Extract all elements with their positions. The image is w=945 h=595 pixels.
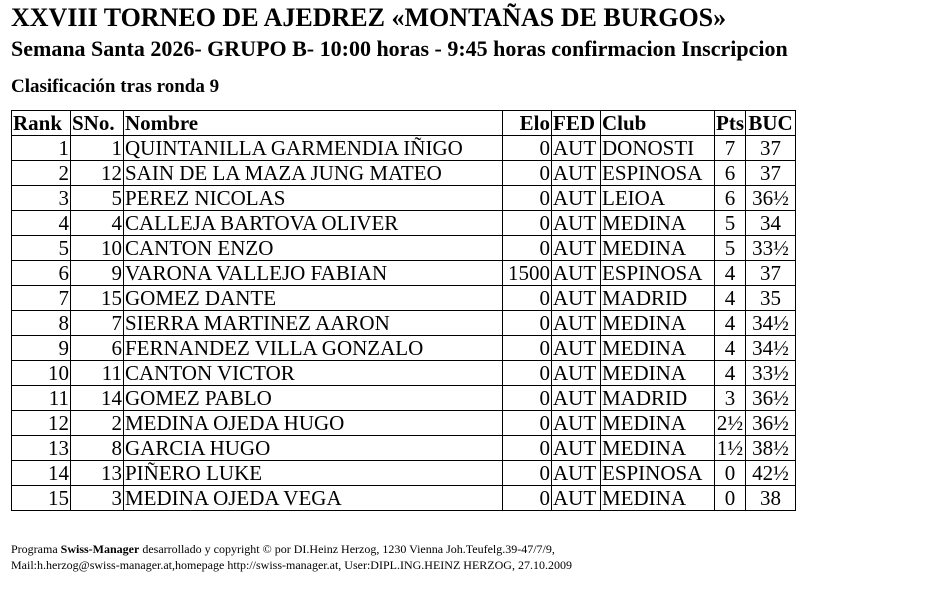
cell-name: PIÑERO LUKE <box>124 461 503 486</box>
cell-elo: 0 <box>503 386 552 411</box>
cell-fed: AUT <box>552 461 601 486</box>
cell-rank: 3 <box>12 186 71 211</box>
cell-club: MADRID <box>601 386 715 411</box>
cell-rank: 14 <box>12 461 71 486</box>
cell-fed: AUT <box>552 386 601 411</box>
cell-club: LEIOA <box>601 186 715 211</box>
cell-fed: AUT <box>552 211 601 236</box>
cell-sno: 6 <box>71 336 124 361</box>
cell-pts: 5 <box>715 236 746 261</box>
table-row <box>12 436 796 461</box>
cell-buc: 36½ <box>746 186 796 211</box>
cell-buc: 37 <box>746 261 796 286</box>
cell-club: MEDINA <box>601 311 715 336</box>
cell-pts: 7 <box>715 136 746 161</box>
cell-sno: 13 <box>71 461 124 486</box>
cell-sno: 7 <box>71 311 124 336</box>
cell-sno: 1 <box>71 136 124 161</box>
cell-elo: 0 <box>503 236 552 261</box>
cell-buc: 38½ <box>746 436 796 461</box>
cell-pts: 4 <box>715 336 746 361</box>
cell-sno: 2 <box>71 411 124 436</box>
cell-pts: 0 <box>715 461 746 486</box>
footer-prefix: Programa <box>11 542 61 556</box>
table-row <box>12 136 796 161</box>
table-row <box>12 361 796 386</box>
cell-name: GOMEZ PABLO <box>124 386 503 411</box>
cell-elo: 0 <box>503 411 552 436</box>
round-label: Clasificación tras ronda 9 <box>11 76 220 97</box>
cell-club: MEDINA <box>601 211 715 236</box>
cell-pts: 4 <box>715 286 746 311</box>
cell-buc: 34 <box>746 211 796 236</box>
cell-rank: 1 <box>12 136 71 161</box>
cell-rank: 8 <box>12 311 71 336</box>
cell-pts: 6 <box>715 186 746 211</box>
cell-buc: 38 <box>746 486 796 511</box>
cell-name: FERNANDEZ VILLA GONZALO <box>124 336 503 361</box>
page-subtitle: Semana Santa 2026- GRUPO B- 10:00 horas - 9:45 horas confirmacion Inscripcion <box>11 36 788 61</box>
cell-elo: 0 <box>503 361 552 386</box>
cell-club: MEDINA <box>601 236 715 261</box>
cell-buc: 36½ <box>746 411 796 436</box>
table-row <box>12 211 796 236</box>
col-header-name: Nombre <box>124 111 503 136</box>
cell-buc: 33½ <box>746 361 796 386</box>
cell-buc: 34½ <box>746 311 796 336</box>
cell-pts: 0 <box>715 486 746 511</box>
cell-sno: 15 <box>71 286 124 311</box>
cell-name: MEDINA OJEDA VEGA <box>124 486 503 511</box>
cell-rank: 4 <box>12 211 71 236</box>
cell-sno: 11 <box>71 361 124 386</box>
cell-fed: AUT <box>552 411 601 436</box>
cell-pts: 4 <box>715 361 746 386</box>
cell-rank: 10 <box>12 361 71 386</box>
cell-sno: 9 <box>71 261 124 286</box>
standings-body <box>12 136 796 511</box>
cell-rank: 5 <box>12 236 71 261</box>
cell-buc: 34½ <box>746 336 796 361</box>
cell-name: CANTON VICTOR <box>124 361 503 386</box>
cell-club: MEDINA <box>601 486 715 511</box>
cell-name: MEDINA OJEDA HUGO <box>124 411 503 436</box>
standings-table <box>11 110 796 511</box>
table-header-row <box>12 111 796 136</box>
cell-sno: 4 <box>71 211 124 236</box>
cell-elo: 0 <box>503 336 552 361</box>
cell-fed: AUT <box>552 161 601 186</box>
cell-fed: AUT <box>552 486 601 511</box>
cell-name: GOMEZ DANTE <box>124 286 503 311</box>
table-row <box>12 236 796 261</box>
cell-rank: 7 <box>12 286 71 311</box>
cell-fed: AUT <box>552 186 601 211</box>
footer-line-1 <box>11 541 572 557</box>
cell-sno: 14 <box>71 386 124 411</box>
cell-fed: AUT <box>552 336 601 361</box>
cell-elo: 0 <box>503 186 552 211</box>
cell-buc: 37 <box>746 161 796 186</box>
cell-rank: 12 <box>12 411 71 436</box>
cell-buc: 33½ <box>746 236 796 261</box>
footer-program-name: Swiss-Manager <box>60 542 140 556</box>
cell-sno: 8 <box>71 436 124 461</box>
table-row <box>12 336 796 361</box>
cell-elo: 1500 <box>503 261 552 286</box>
cell-rank: 9 <box>12 336 71 361</box>
cell-club: MADRID <box>601 286 715 311</box>
cell-elo: 0 <box>503 486 552 511</box>
cell-elo: 0 <box>503 161 552 186</box>
table-row <box>12 261 796 286</box>
cell-buc: 35 <box>746 286 796 311</box>
cell-club: ESPINOSA <box>601 461 715 486</box>
cell-club: ESPINOSA <box>601 161 715 186</box>
cell-name: QUINTANILLA GARMENDIA IÑIGO <box>124 136 503 161</box>
cell-club: MEDINA <box>601 336 715 361</box>
cell-name: CALLEJA BARTOVA OLIVER <box>124 211 503 236</box>
cell-club: MEDINA <box>601 436 715 461</box>
cell-buc: 36½ <box>746 386 796 411</box>
cell-elo: 0 <box>503 136 552 161</box>
cell-name: GARCIA HUGO <box>124 436 503 461</box>
cell-sno: 3 <box>71 486 124 511</box>
cell-name: PEREZ NICOLAS <box>124 186 503 211</box>
table-row <box>12 161 796 186</box>
table-row <box>12 286 796 311</box>
cell-pts: 2½ <box>715 411 746 436</box>
cell-rank: 13 <box>12 436 71 461</box>
col-header-sno: SNo. <box>71 111 124 136</box>
cell-elo: 0 <box>503 311 552 336</box>
cell-sno: 10 <box>71 236 124 261</box>
cell-elo: 0 <box>503 286 552 311</box>
cell-name: CANTON ENZO <box>124 236 503 261</box>
table-row <box>12 386 796 411</box>
cell-elo: 0 <box>503 211 552 236</box>
cell-fed: AUT <box>552 436 601 461</box>
cell-club: ESPINOSA <box>601 261 715 286</box>
table-row <box>12 461 796 486</box>
cell-buc: 42½ <box>746 461 796 486</box>
cell-name: VARONA VALLEJO FABIAN <box>124 261 503 286</box>
cell-sno: 12 <box>71 161 124 186</box>
footer-line-2: Mail:h.herzog@swiss-manager.at,homepage http://swiss-manager.at, User:DIPL.ING.HEINZ HERZOG, 27.10.2009 <box>11 558 572 572</box>
cell-buc: 37 <box>746 136 796 161</box>
cell-pts: 1½ <box>715 436 746 461</box>
cell-rank: 2 <box>12 161 71 186</box>
cell-elo: 0 <box>503 461 552 486</box>
page-title: XXVIII TORNEO DE AJEDREZ «MONTAÑAS DE BURGOS» <box>11 3 727 32</box>
cell-club: MEDINA <box>601 361 715 386</box>
table-row <box>12 486 796 511</box>
col-header-buc: BUC <box>746 111 796 136</box>
footer <box>11 541 572 573</box>
cell-rank: 6 <box>12 261 71 286</box>
cell-pts: 3 <box>715 386 746 411</box>
col-header-elo: Elo <box>503 111 552 136</box>
footer-line-1-rest: desarrollado y copyright © por DI.Heinz Herzog, 1230 Vienna Joh.Teufelg.39-47/7/9, <box>139 542 555 556</box>
table-row <box>12 311 796 336</box>
col-header-pts: Pts <box>716 111 744 135</box>
cell-pts: 6 <box>715 161 746 186</box>
cell-rank: 11 <box>12 386 71 411</box>
cell-pts: 4 <box>715 261 746 286</box>
cell-fed: AUT <box>552 236 601 261</box>
col-header-rank: Rank <box>12 111 71 136</box>
table-row <box>12 186 796 211</box>
cell-elo: 0 <box>503 436 552 461</box>
cell-fed: AUT <box>552 261 601 286</box>
cell-fed: AUT <box>552 286 601 311</box>
cell-pts: 5 <box>715 211 746 236</box>
cell-club: DONOSTI <box>601 136 715 161</box>
cell-name: SIERRA MARTINEZ AARON <box>124 311 503 336</box>
col-header-fed: FED <box>552 111 601 136</box>
cell-fed: AUT <box>552 361 601 386</box>
cell-rank: 15 <box>12 486 71 511</box>
cell-club: MEDINA <box>601 411 715 436</box>
cell-fed: AUT <box>552 311 601 336</box>
cell-sno: 5 <box>71 186 124 211</box>
cell-name: SAIN DE LA MAZA JUNG MATEO <box>124 161 503 186</box>
cell-pts: 4 <box>715 311 746 336</box>
table-row <box>12 411 796 436</box>
col-header-club: Club <box>601 111 715 136</box>
cell-fed: AUT <box>552 136 601 161</box>
